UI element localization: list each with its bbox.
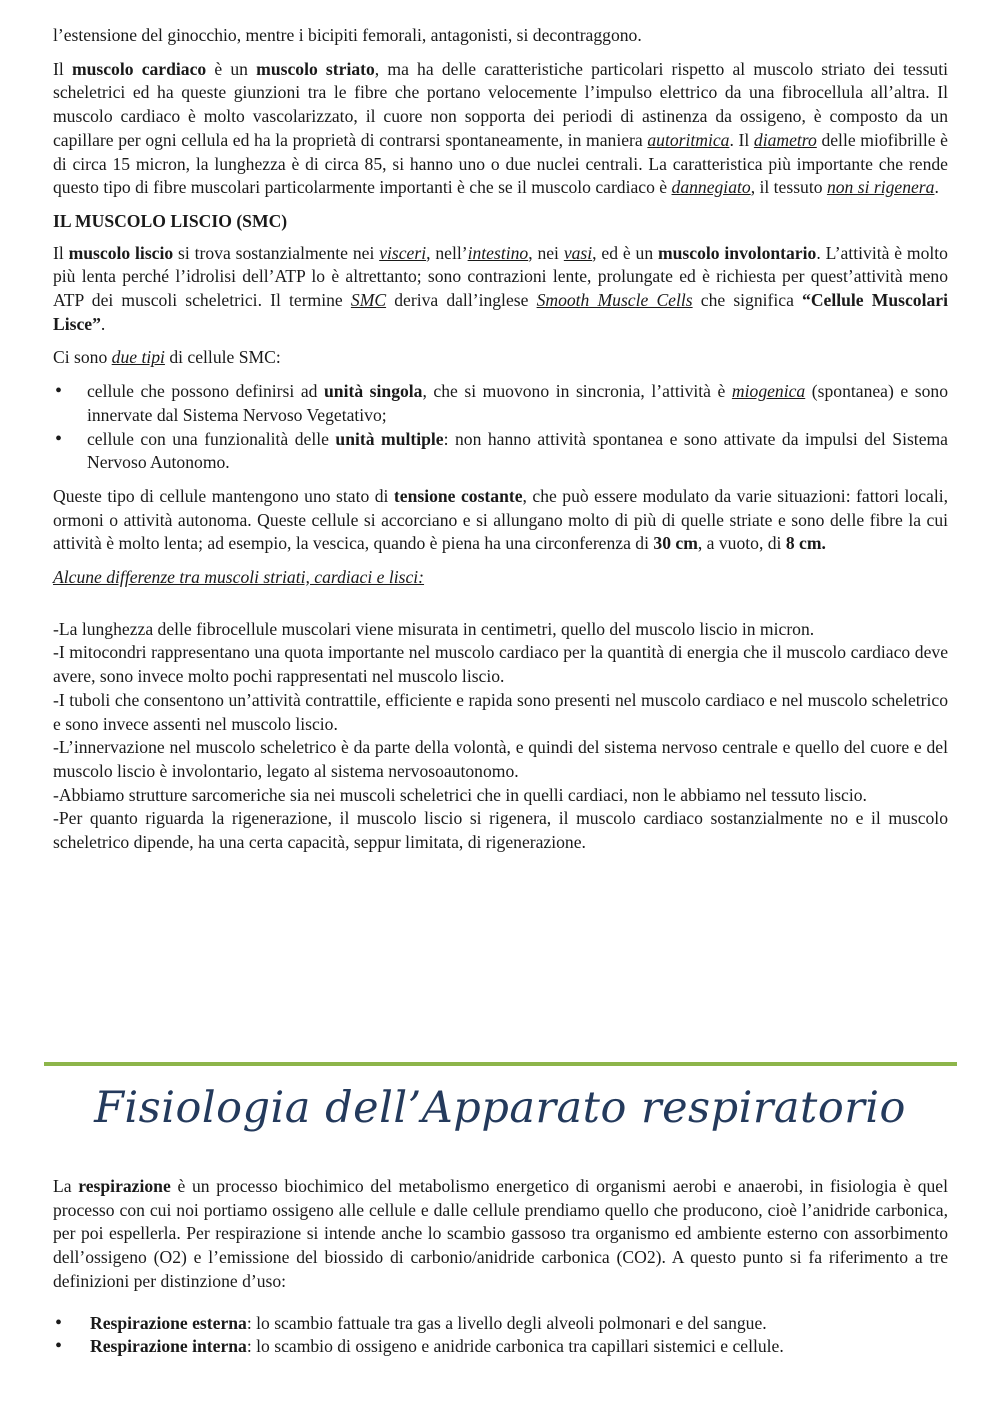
paragraph-tension: Queste tipo di cellule mantengono uno stato di tensione costante, che può essere modulato da varie situazioni: fattori locali, ormoni o attività autonoma. Queste cellule si accorciano e si allungano molto di più di quelle striate e sono delle fibre la cui attività è molto lenta; ad esempio, la vescica, quando è piena ha una circonferenza di 30 cm, a vuoto, di 8 cm. xyxy=(53,485,948,554)
muscle-section xyxy=(53,24,948,855)
list-item: • Respirazione esterna: lo scambio fattuale tra gas a livello degli alveoli polmonari e del sangue. xyxy=(53,1312,948,1336)
difference-item: -Per quanto riguarda la rigenerazione, il muscolo liscio si rigenera, il muscolo cardiaco sostanzialmente no e il muscolo scheletrico dipende, ha una certa capacità, seppur limitata, di rigenerazione. xyxy=(53,808,948,853)
difference-item: -I tuboli che consentono un’attività contrattile, efficiente e rapida sono presenti nel muscolo cardiaco e nel muscolo scheletrico e sono invece assenti nel muscolo liscio. xyxy=(53,689,948,734)
differences-list xyxy=(53,618,948,855)
paragraph-continuation: l’estensione del ginocchio, mentre i bicipiti femorali, antagonisti, si decontraggono. xyxy=(53,25,642,45)
difference-item: -Abbiamo strutture sarcomeriche sia nei muscoli scheletrici che in quelli cardiaci, non le abbiamo nel tessuto liscio. xyxy=(53,784,867,805)
smc-types-list xyxy=(53,380,948,475)
paragraph-respiration: La respirazione è un processo biochimico del metabolismo energetico di organismi aerobi e anaerobi, in fisiologia è quel processo con cui noi portiamo ossigeno alle cellule e dalle cellule prendiamo quello che producono, cioè l’anidride carbonica, per poi espellerla. Per respirazione si intende anche lo scambio gassoso tra organismo ed ambiente esterno con assorbimento dell’ossigeno (O2) e l’emissione del biossido di carbonio/anidride carbonica (CO2). A questo punto si fa riferimento a tre definizioni per distinzione d’uso: xyxy=(53,1176,948,1291)
respiration-section xyxy=(53,1175,948,1369)
chapter-title: Fisiologia dell’Apparato respiratorio xyxy=(94,1083,906,1133)
heading-smooth-muscle: IL MUSCOLO LISCIO (SMC) xyxy=(53,210,288,231)
list-item: • cellule che possono definirsi ad unità singola, che si muovono in sincronia, l’attività è miogenica (spontanea) e sono innervate dal Sistema Nervoso Vegetativo; xyxy=(53,380,948,427)
list-item: • cellule con una funzionalità delle unità multiple: non hanno attività spontanea e sono attivate da impulsi del Sistema Nervoso Autonomo. xyxy=(53,428,948,475)
respiration-definitions-list xyxy=(53,1312,948,1359)
difference-item: -I mitocondri rappresentano una quota importante nel muscolo cardiaco per la quantità di energia che il muscolo cardiaco deve avere, sono invece molto pochi rappresentati nel muscolo liscio. xyxy=(53,642,948,687)
chapter-divider xyxy=(44,1062,957,1066)
paragraph-smooth-muscle: Il muscolo liscio si trova sostanzialmente nei visceri, nell’intestino, nei vasi, ed è un muscolo involontario. L’attività è molto più lenta perché l’idrolisi dell’ATP lo è altrettanto; sono contrazioni lente, prolungate ed è richiesta per quest’attività meno ATP dei muscoli scheletrici. Il termine SMC deriva dall’inglese Smooth Muscle Cells che significa “Cellule Muscolari Lisce”. xyxy=(53,242,948,334)
difference-item: -L’innervazione nel muscolo scheletrico è da parte della volontà, e quindi del sistema nervoso centrale e quello del cuore e del muscolo liscio è involontario, legato al sistema nervosoautonomo. xyxy=(53,737,948,781)
paragraph-smc-types: Ci sono due tipi di cellule SMC: xyxy=(53,347,281,368)
list-item: • Respirazione interna: lo scambio di ossigeno e anidride carbonica tra capillari sistemici e cellule. xyxy=(53,1335,948,1359)
difference-item: -La lunghezza delle fibrocellule muscolari viene misurata in centimetri, quello del muscolo liscio in micron. xyxy=(53,618,815,639)
paragraph-cardiac-muscle: Il muscolo cardiaco è un muscolo striato, ma ha delle caratteristiche particolari rispetto al muscolo striato dei tessuti scheletrici ed ha queste giunzioni tra le fibre che portano velocemente l’impulso elettrico da una fibrocellula all’altra. Il muscolo cardiaco è molto vascolarizzato, il cuore non sopporta dei periodi di astinenza da ossigeno, è composto da un capillare per ogni cellula ed ha la proprietà di contrarsi spontaneamente, in maniera autoritmica. Il diametro delle miofibrille è di circa 15 micron, la lunghezza è di circa 85, si hanno uno o due nuclei centrali. La caratteristica più importante che rende questo tipo di fibre muscolari particolarmente importanti è che se il muscolo cardiaco è dannegiato, il tessuto non si rigenera. xyxy=(53,58,948,198)
differences-title: Alcune differenze tra muscoli striati, cardiaci e lisci: xyxy=(53,567,425,588)
